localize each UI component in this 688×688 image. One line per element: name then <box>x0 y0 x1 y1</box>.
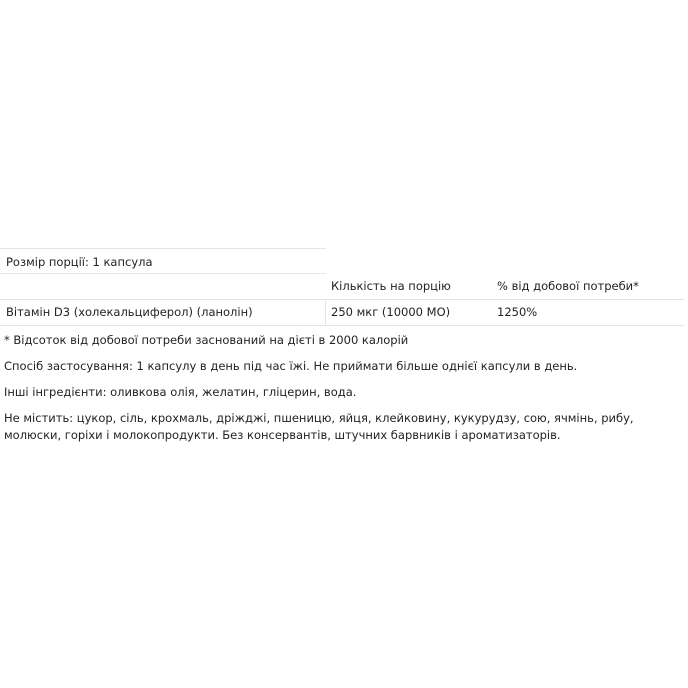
footnote: * Відсоток від добової потреби заснований на дієті в 2000 калорій <box>4 333 409 347</box>
header-daily-value: % від добової потреби* <box>497 279 639 293</box>
nutrient-amount: 250 мкг (10000 МО) <box>331 305 451 319</box>
free-from-statement: Не містить: цукор, сіль, крохмаль, дріжджі, пшеницю, яйця, клейковину, кукурудзу, сою, ячмінь, рибу, молюски, горіхи і молокопродукти. Без консервантів, штучних барвників і ароматизаторів. <box>4 411 634 442</box>
nutrient-name: Вітамін D3 (холекальциферол) (ланолін) <box>6 305 253 319</box>
supplement-facts-panel <box>0 248 688 326</box>
serving-size <box>0 248 326 274</box>
header-amount-per-serving: Кількість на порцію <box>331 279 451 293</box>
table-header-row <box>0 274 684 300</box>
other-ingredients: Інші інгредієнти: оливкова олія, желатин, гліцерин, вода. <box>4 385 357 399</box>
usage-instructions: Спосіб застосування: 1 капсулу в день під час їжі. Не приймати більше однієї капсули в день. <box>4 359 578 373</box>
column-divider <box>325 300 326 325</box>
serving-size-label: Розмір порції: 1 капсула <box>6 255 153 269</box>
nutrient-daily-value: 1250% <box>497 305 538 319</box>
table-row <box>0 300 684 326</box>
